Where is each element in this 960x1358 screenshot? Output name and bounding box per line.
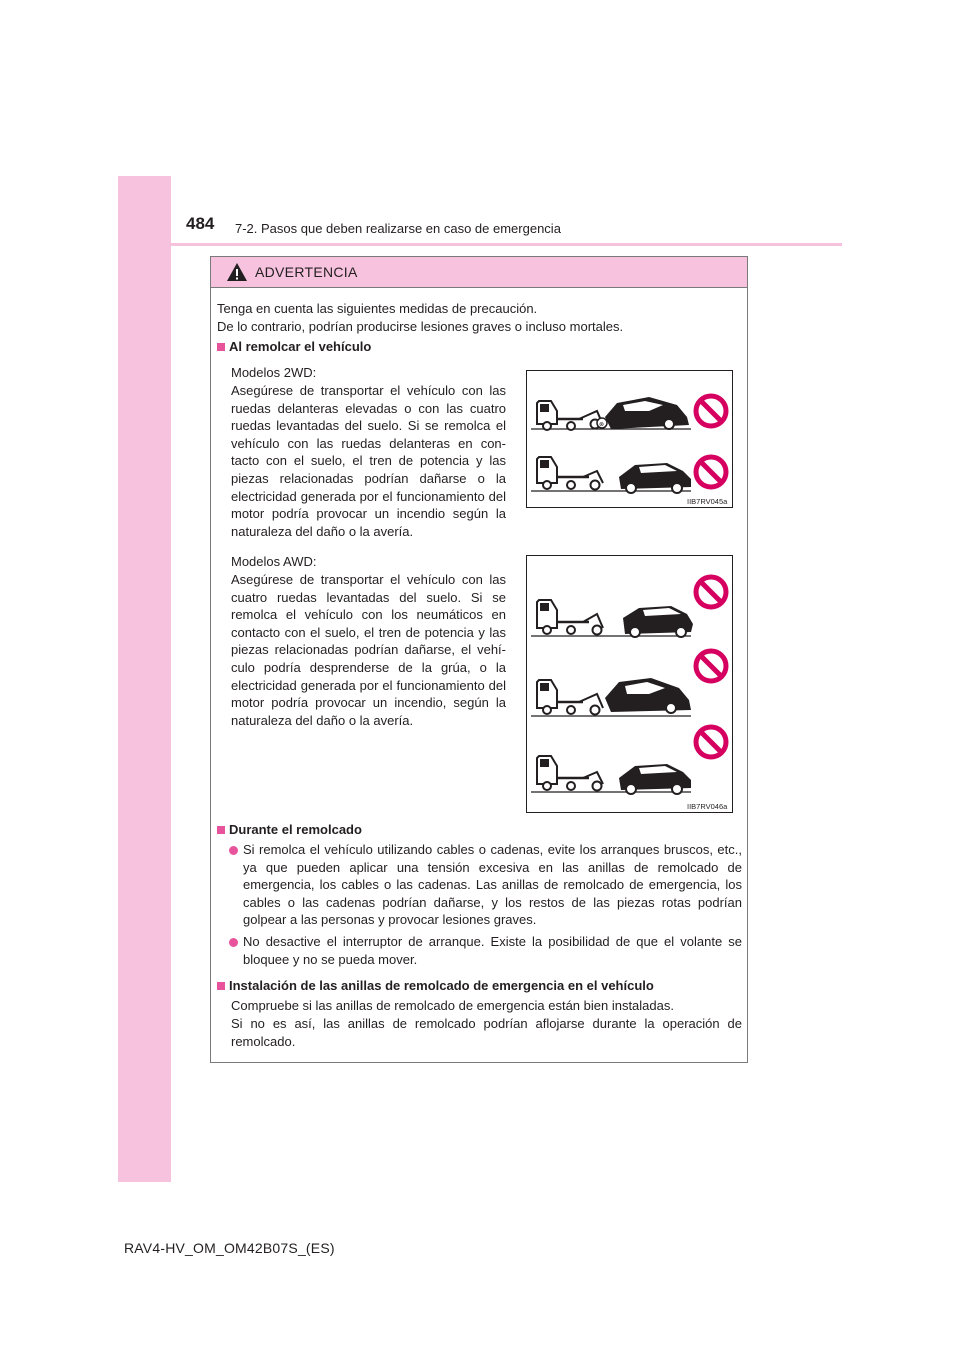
2wd-label: Modelos 2WD: xyxy=(231,365,317,380)
section-marker xyxy=(217,826,225,834)
prohibition-icon xyxy=(696,396,726,487)
section-marker xyxy=(217,343,225,351)
section-heading-towing: Al remolcar el vehículo xyxy=(229,339,372,354)
page-number: 484 xyxy=(186,214,215,233)
svg-text:⊗: ⊗ xyxy=(599,421,605,428)
warning-box xyxy=(210,256,748,1063)
header-divider xyxy=(171,243,842,246)
intro-line-1: Tenga en cuenta las siguientes medidas de precaución. xyxy=(217,301,538,316)
bullet-cables: Si remolca el vehículo utilizando cables o cadenas, evite los arranques bruscos, etc., ya que pueden aplicar una tensión excesiva en las anillas de remolcado de emergencia, los cables o las cadenas. Las anillas de remolcado de emergencia, los cables o las cadenas podrían dañarse, y los restos de las piezas rotas podrían golpear a las personas y provocar lesiones graves. xyxy=(243,842,742,928)
bullet-dot xyxy=(229,846,238,855)
bullet-ignition: No desactive el interruptor de arranque. Existe la posibilidad de que el volante se bloquee y no se pueda mover. xyxy=(243,934,742,967)
installation-line-1: Compruebe si las anillas de remolcado de emergencia están bien instaladas. xyxy=(231,998,674,1013)
manual-code: RAV4-HV_OM_OM42B07S_(ES) xyxy=(124,1240,335,1256)
warning-title: ADVERTENCIA xyxy=(255,264,358,280)
figure-code: IIB7RV046a xyxy=(687,802,728,811)
tow-truck-illustration xyxy=(527,556,732,812)
section-title: 7-2. Pasos que deben realizarse en caso de emergencia xyxy=(235,221,561,236)
awd-label: Modelos AWD: xyxy=(231,554,317,569)
section-heading-during-towing: Durante el remolcado xyxy=(229,822,362,837)
tow-truck-illustration xyxy=(527,371,732,507)
side-tab xyxy=(118,176,171,1182)
installation-line-2: Si no es así, las anillas de remolcado podrían aflojarse durante la operación de remolcado. xyxy=(231,1016,742,1049)
warning-triangle-icon xyxy=(226,262,248,282)
warning-header xyxy=(211,257,747,288)
section-heading-installation: Instalación de las anillas de remolcado de emergencia en el vehículo xyxy=(229,978,654,993)
bullet-dot xyxy=(229,938,238,947)
prohibition-icon xyxy=(696,577,726,757)
figure-2wd xyxy=(526,370,733,508)
awd-text: Asegúrese de transportar el vehículo con las cuatro ruedas levantadas del suelo. Si se remolca el vehículo con los neumáticos en contacto con el suelo, el tren de potencia y las piezas relacionadas podrían dañarse, el vehí-culo podría desprenderse de la grúa, o la electricidad generada por el funcionamiento del motor podría provocar un incendio, según la naturaleza del daño o la avería. xyxy=(231,572,506,728)
2wd-text: Asegúrese de transportar el vehículo con las ruedas delanteras elevadas o con las cuatro ruedas levantadas del suelo. Si se remolca el vehículo con las ruedas delanteras en con-tacto con el suelo, el tren de potencia y las piezas relacionadas podrían dañarse o la electricidad generada por el funcionamiento del motor podría provocar un incendio según la naturaleza del daño o la avería. xyxy=(231,383,506,539)
intro-line-2: De lo contrario, podrían producirse lesiones graves o incluso mortales. xyxy=(217,319,624,334)
figure-code: IIB7RV045a xyxy=(687,497,728,506)
figure-awd xyxy=(526,555,733,813)
section-marker xyxy=(217,982,225,990)
